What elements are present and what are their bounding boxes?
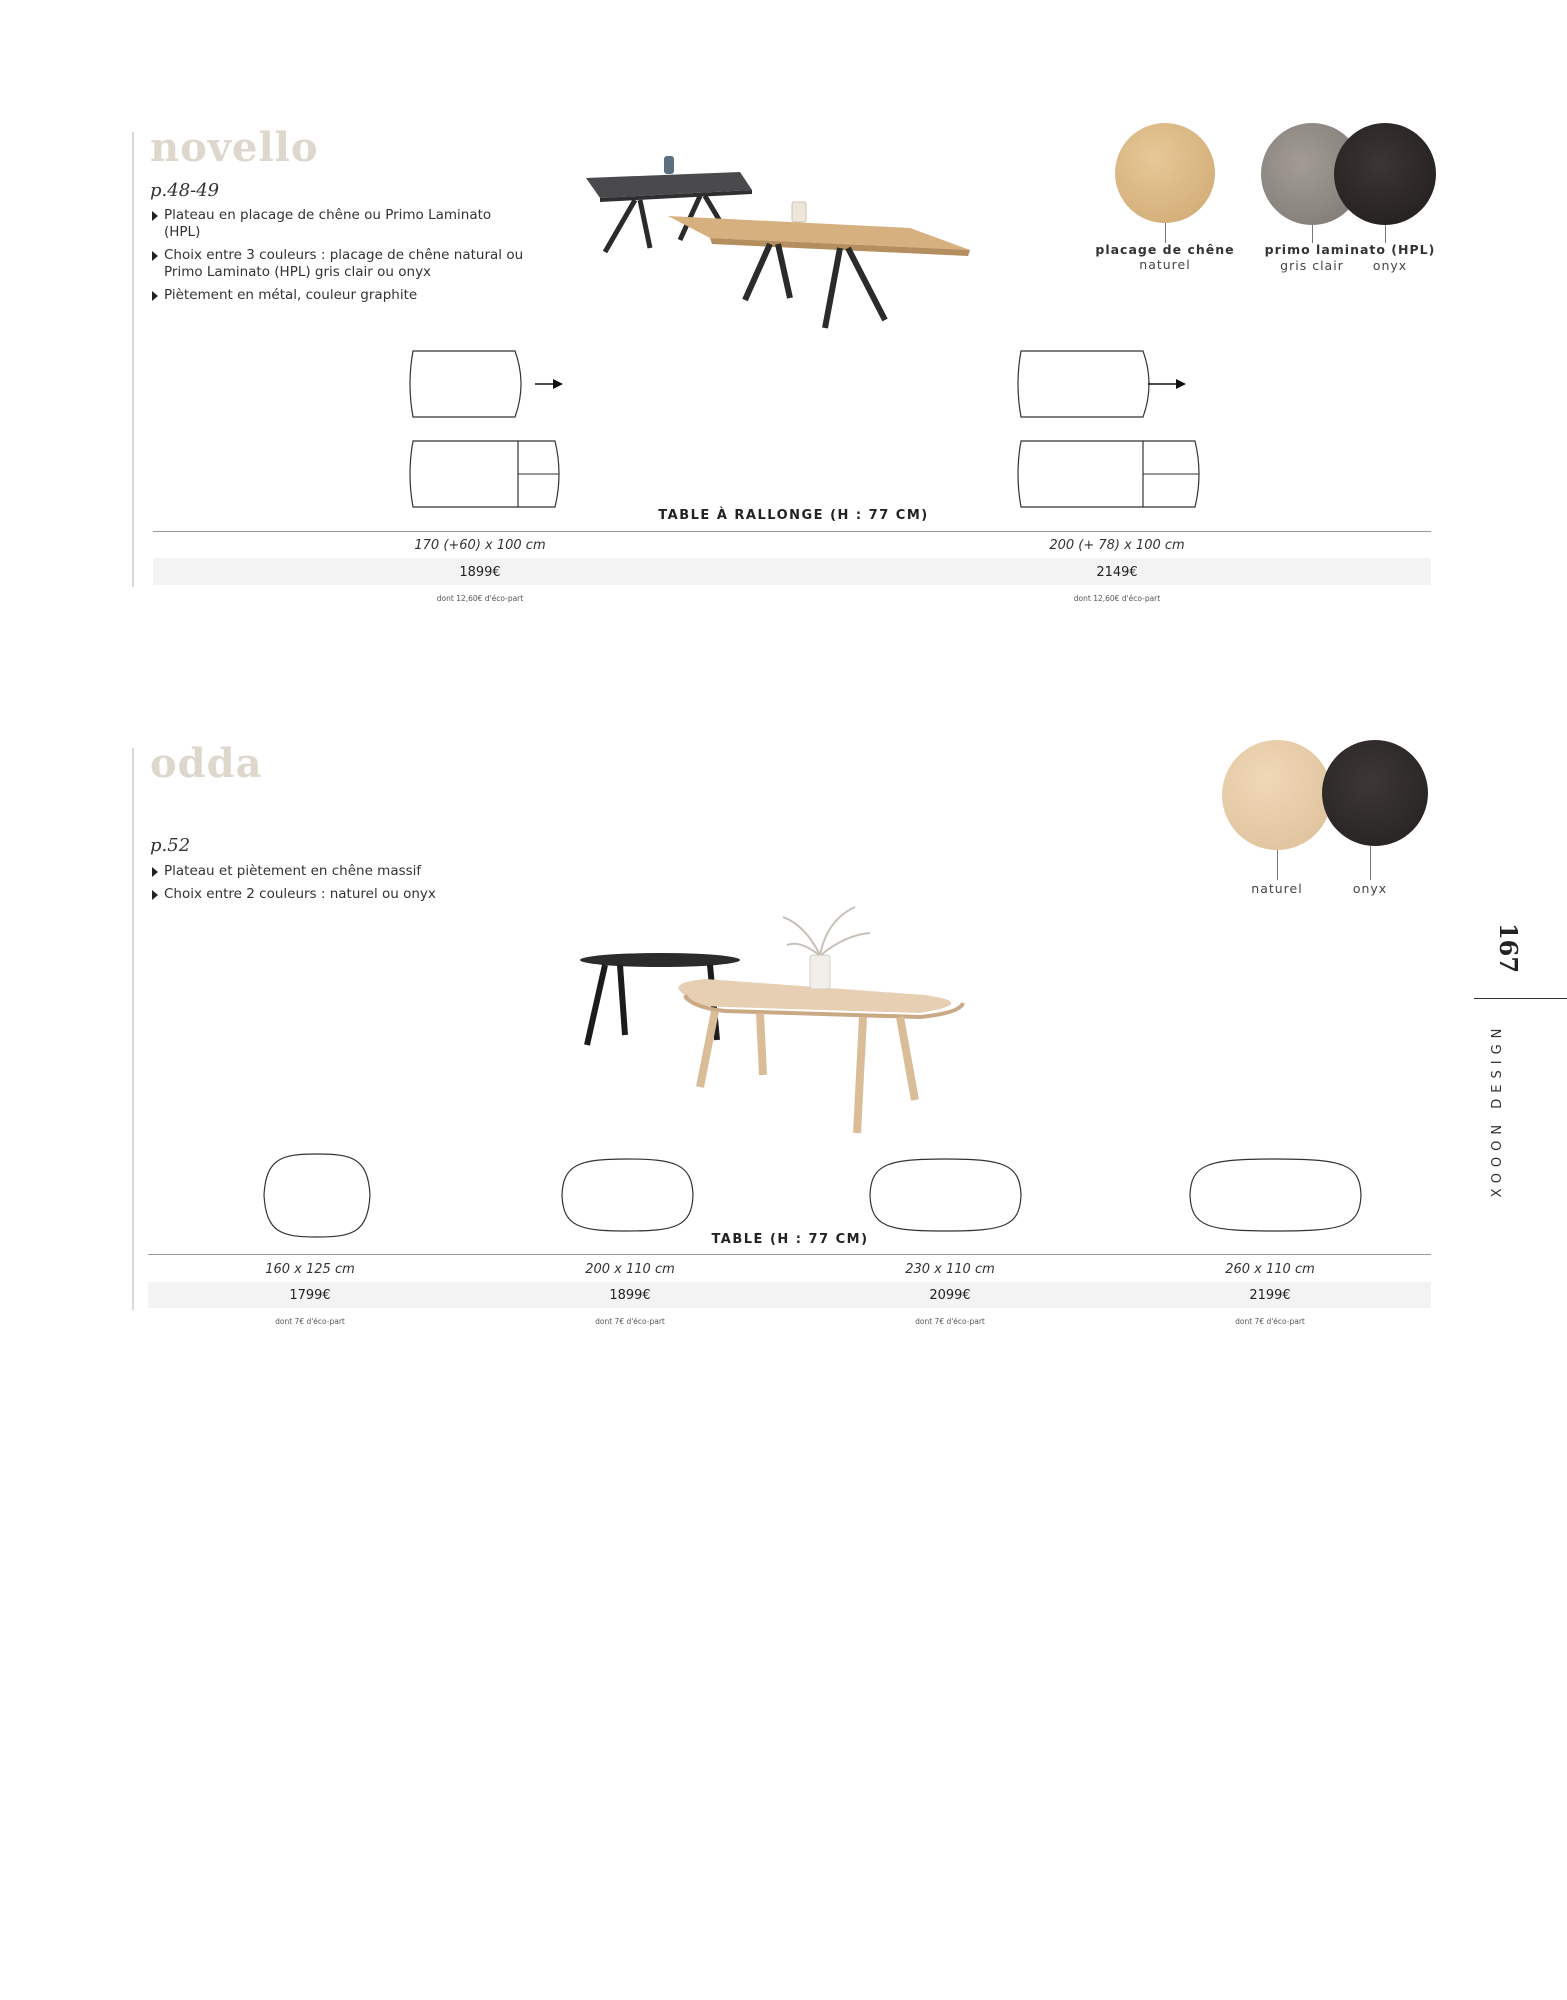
novello-diagram-170: [405, 350, 590, 510]
swatch-odda-naturel-label: naturel: [1251, 881, 1303, 896]
odda-col-price: 2099€: [929, 1288, 971, 1303]
odda-page-ref: p.52: [150, 835, 191, 856]
novello-feature: Choix entre 3 couleurs : placage de chêne natural ou Primo Laminato (HPL) gris clair ou onyx: [150, 247, 530, 281]
odda-col-dim: 260 x 110 cm: [1225, 1262, 1315, 1277]
odda-col-dim: 160 x 125 cm: [265, 1262, 355, 1277]
odda-feature: Choix entre 2 couleurs : naturel ou onyx: [150, 886, 530, 903]
novello-product-image: [580, 150, 980, 340]
odda-col-eco: dont 7€ d'éco-part: [915, 1317, 985, 1326]
novello-feature: Piètement en métal, couleur graphite: [150, 287, 530, 304]
swatch-tick: [1385, 225, 1386, 243]
novello-col-price: 1899€: [459, 565, 501, 580]
odda-col-eco: dont 7€ d'éco-part: [1235, 1317, 1305, 1326]
swatch-odda-naturel: [1222, 740, 1332, 850]
swatch-tick: [1277, 850, 1278, 880]
page-number: 167: [1494, 922, 1523, 974]
novello-feature: Plateau en placage de chêne ou Primo Laminato (HPL): [150, 207, 530, 241]
novello-page-ref: p.48-49: [150, 180, 220, 201]
swatch-tick: [1312, 225, 1313, 243]
swatch-tick: [1370, 846, 1371, 880]
swatch-laminato-sub-onyx: onyx: [1372, 258, 1408, 273]
odda-feature: Plateau et piètement en chêne massif: [150, 863, 530, 880]
odda-col-eco: dont 7€ d'éco-part: [595, 1317, 665, 1326]
swatch-oak-title: placage de chêne: [1095, 242, 1235, 257]
novello-feature-list: [150, 207, 530, 310]
swatch-laminato-sub-gris: gris clair: [1280, 258, 1344, 273]
odda-col-dim: 200 x 110 cm: [585, 1262, 675, 1277]
odda-diagram-200: [560, 1158, 695, 1233]
odda-diagram-160: [262, 1153, 372, 1238]
brand-name: XOOON DESIGN: [1490, 1022, 1505, 1198]
novello-section-rule: [132, 132, 134, 587]
odda-product-image: [565, 895, 985, 1140]
swatch-laminato-onyx: [1334, 123, 1436, 225]
sidebar-rule: [1474, 998, 1567, 999]
odda-feature-list: [150, 863, 530, 909]
novello-diagram-200: [1013, 350, 1213, 510]
novello-col-eco: dont 12,60€ d'éco-part: [436, 594, 524, 603]
swatch-odda-onyx-label: onyx: [1352, 881, 1388, 896]
odda-col-price: 1799€: [289, 1288, 331, 1303]
odda-col-dim: 230 x 110 cm: [905, 1262, 995, 1277]
novello-table-title: TABLE À RALLONGE (H : 77 CM): [658, 508, 929, 523]
swatch-laminato-title: primo laminato (HPL): [1264, 242, 1436, 257]
novello-col-price: 2149€: [1096, 565, 1138, 580]
odda-diagram-230: [868, 1158, 1023, 1233]
odda-table-title: TABLE (H : 77 CM): [711, 1232, 869, 1247]
swatch-oak-label: [1090, 242, 1240, 272]
odda-col-eco: dont 7€ d'éco-part: [275, 1317, 345, 1326]
odda-col-price: 2199€: [1249, 1288, 1291, 1303]
novello-col-dim: 170 (+60) x 100 cm: [414, 538, 546, 553]
swatch-tick: [1165, 223, 1166, 243]
novello-table-rule: [153, 531, 1431, 532]
novello-col-eco: dont 12,60€ d'éco-part: [1073, 594, 1161, 603]
swatch-oak-sub: naturel: [1139, 257, 1191, 272]
odda-table-rule: [148, 1254, 1431, 1255]
novello-title: novello: [150, 124, 319, 171]
odda-title: odda: [150, 740, 263, 787]
odda-diagram-260: [1188, 1158, 1363, 1233]
swatch-oak-natural: [1115, 123, 1215, 223]
novello-col-dim: 200 (+ 78) x 100 cm: [1049, 538, 1185, 553]
odda-col-price: 1899€: [609, 1288, 651, 1303]
odda-section-rule: [132, 748, 134, 1310]
swatch-odda-onyx: [1322, 740, 1428, 846]
